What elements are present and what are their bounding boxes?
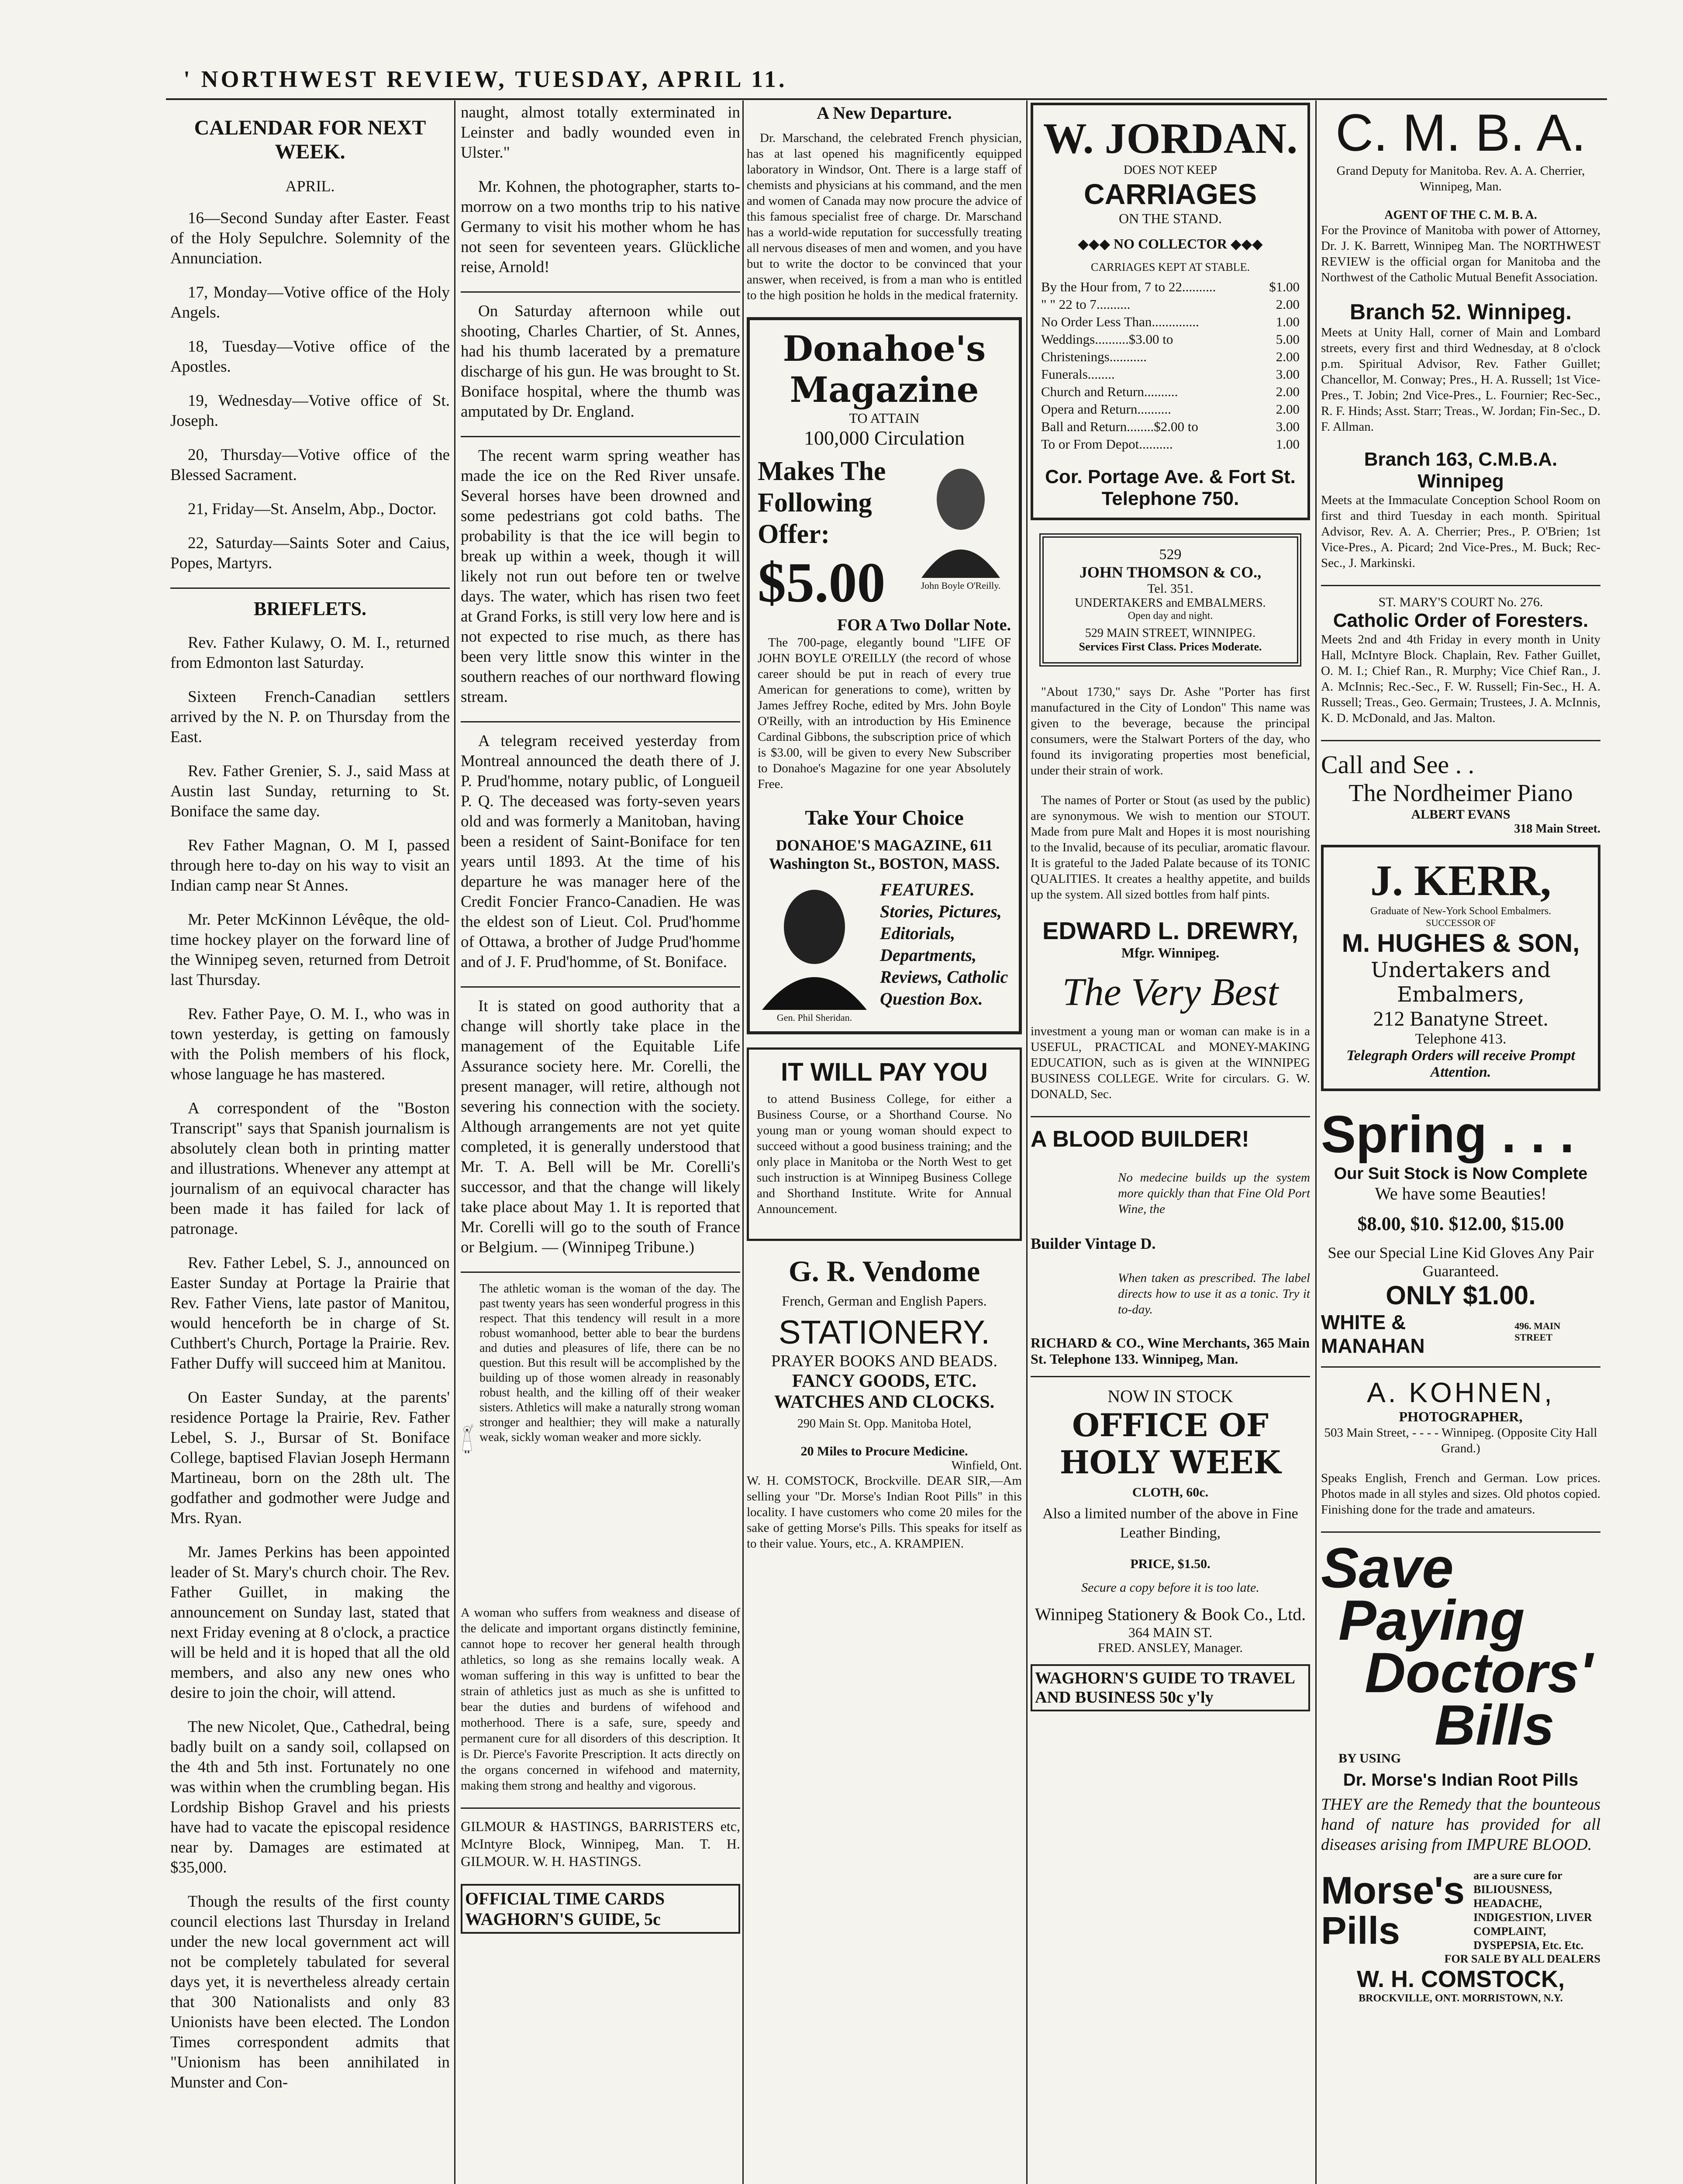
blood-text: No medecine builds up the system more quickly than that Fine Old Port Wine, the xyxy=(1118,1171,1310,1216)
rate-row: Opera and Return.......... 2.00 xyxy=(1041,401,1300,417)
winfield: Winfield, Ont. xyxy=(951,1459,1022,1472)
kohnen-name: A. KOHNEN, xyxy=(1367,1377,1555,1408)
waghorn-guide: WAGHORN'S GUIDE TO TRAVEL AND BUSINESS 50c y'ly xyxy=(1031,1664,1310,1711)
thomson-name: JOHN THOMSON & CO., xyxy=(1079,563,1262,581)
vintage-title: Builder Vintage D. xyxy=(1031,1235,1156,1252)
hughes-address: 212 Banatyne Street. xyxy=(1373,1007,1548,1030)
donahoe-price: $5.00 xyxy=(758,551,886,614)
beauties: We have some Beauties! xyxy=(1375,1184,1547,1203)
rate-row: To or From Depot.......... 1.00 xyxy=(1041,436,1300,452)
calendar-item: 22, Saturday—Saints Soter and Caius, Popes, Martyrs. xyxy=(170,534,450,572)
donahoe-circulation: 100,000 Circulation xyxy=(804,427,965,449)
branch-163: Branch 163, C.M.B.A. Winnipeg xyxy=(1364,449,1558,492)
brieflets-title: BRIEFLETS. xyxy=(254,598,366,619)
official-guide: OFFICIAL TIME CARDS WAGHORN'S GUIDE, 5c xyxy=(461,1884,740,1934)
divider xyxy=(1321,740,1600,741)
divider xyxy=(461,1272,740,1273)
vintage-text: When taken as prescribed. The label directs how to use it as a tonic. Try it to-day. xyxy=(1118,1271,1310,1317)
donahoe-for: FOR A Two Dollar Note. xyxy=(837,616,1011,634)
athletic-text: The athletic woman is the woman of the day. The past twenty years has seen wonderful progress in this respect. That this tendency will result in a more robust womanhood, better able to bear the burdens and duties and pleasures of life, there can be no question. But this result will be accomplished by the building up of those women already in reasonably robust health, and the killing off of their weaker sisters. Athletics will make a naturally strong woman stronger and healthier; they will make a naturally weak, sickly woman weaker and more sickly. xyxy=(479,1282,740,1444)
kerr-graduate: Graduate of New-York School Embalmers. xyxy=(1370,905,1552,917)
brieflet: Mr. James Perkins has been appointed leader of St. Mary's church choir. The Rev. Father Guillet, in making the announcement on Sunday last, stated that next Friday evening at 8 o'clock, a practice will be held and it is hoped that all the old members, and also any new ones who desire to join the choir, will attend. xyxy=(170,1543,450,1702)
very-best: The Very Best xyxy=(1062,971,1279,1014)
thomson-sub: UNDERTAKERS and EMBALMERS. xyxy=(1075,596,1266,610)
column-rule xyxy=(1026,100,1028,2184)
divider xyxy=(461,436,740,437)
sheridan-caption: Gen. Phil Sheridan. xyxy=(776,1012,852,1023)
athletic-ad xyxy=(461,1282,740,1596)
cloth-price: CLOTH, 60c. xyxy=(1132,1485,1209,1500)
calendar-item: 16—Second Sunday after Easter. Feast of the Holy Sepulchre. Solemnity of the Annunciation. xyxy=(170,209,450,267)
calendar-item: 21, Friday—St. Anselm, Abp., Doctor. xyxy=(188,500,437,518)
vendome-sub: French, German and English Papers. xyxy=(782,1293,987,1309)
comstock-letter: W. H. COMSTOCK, Brockville. DEAR SIR,—Am selling your "Dr. Morse's Indian Root Pills" in this locality. I have customers who come 20 miles for the sake of getting Morse's Pills. This speaks for itself as to their value. Yours, etc., A. KRAMPIEN. xyxy=(747,1474,1022,1551)
rate-row: " " 22 to 7.......... 2.00 xyxy=(1041,297,1300,312)
miles-title: 20 Miles to Procure Medicine. xyxy=(800,1444,968,1458)
porter-text: The names of Porter or Stout (as used by the public) are synonymous. We wish to mention our STOUT. Made from pure Malt and Hopes it is most nourishing to the Invalid, because of its peculiar, aromatic flavour. It is grateful to the Jaded Palate because of its TONIC QUALITIES. It creates a healthy appetite, and builds up the system. All sized bottles from half pints. xyxy=(1031,793,1310,902)
hughes-tel: Telephone 413. xyxy=(1415,1031,1507,1047)
donahoe-offer: The 700-page, elegantly bound "LIFE OF JOHN BOYLE O'REILLY (the record of whose career should be put in reach of every true American for generations to come), written by James Jeffrey Roche, edited by Mrs. John Boyle O'Reilly, with an introduction by His Eminence Cardinal Gibbons, the subscription price of which is $3.00, will be given to every New Subscriber to Donahoe's Magazine for one year Absolutely Free. xyxy=(758,636,1011,791)
divider xyxy=(170,587,450,589)
column-1 xyxy=(170,103,450,2184)
foresters-text: Meets 2nd and 4th Friday in every month in Unity Hall, McIntyre Block. Chaplain, Rev. Father Guillet, O. M. I.; Chief Ran., R. Murphy; Vice Chief Ran., J. A. McInnis; Rec.-Sec., F. W. Russell; Fin-Sec., H. A. Russell; Treas., Geo. Germain; Trustees, J. A. McInnis, K. D. McDonald, and Jas. Malton. xyxy=(1321,632,1600,725)
rate-row: Ball and Return........$2.00 to 3.00 xyxy=(1041,419,1300,434)
drewry-title: EDWARD L. DREWRY, xyxy=(1042,917,1298,944)
pay-text: to attend Business College, for either a Business Course, or a Shorthand Course. No young man or young woman should expect to succeed without a good business training; and the only place in Manitoba or the North West to get such instruction is at Winnipeg Business College and Shorthand Institute. Write for Annual Announcement. xyxy=(757,1092,1012,1216)
rate-row: Church and Return.......... 2.00 xyxy=(1041,384,1300,399)
jordan-ad xyxy=(1031,103,1310,520)
vendome-title: G. R. Vendome xyxy=(788,1254,980,1288)
calendar-item: 18, Tuesday—Votive office of the Apostles. xyxy=(170,338,450,376)
winnipeg-address: 364 MAIN ST. xyxy=(1128,1624,1213,1640)
calendar-item: 20, Thursday—Votive office of the Blessed Sacrament. xyxy=(170,446,450,484)
stationery: STATIONERY. xyxy=(778,1314,990,1351)
kept: CARRIAGES KEPT AT STABLE. xyxy=(1091,261,1250,273)
comstock-name: W. H. COMSTOCK, xyxy=(1356,1966,1565,1992)
thomson-number: 529 xyxy=(1159,546,1182,563)
rate-row: No Order Less Than.............. 1.00 xyxy=(1041,314,1300,329)
divider xyxy=(1321,1531,1600,1533)
pay-title: IT WILL PAY YOU xyxy=(781,1058,988,1086)
donahoe-makes: Makes The Following Offer: xyxy=(758,456,886,549)
no-collector: ◆◆◆ NO COLLECTOR ◆◆◆ xyxy=(1078,236,1263,252)
thomson-ad xyxy=(1039,533,1301,667)
calendar-item: 17, Monday—Votive office of the Holy Angels. xyxy=(170,283,450,321)
article: Mr. Kohnen, the photographer, starts to-morrow on a two months trip to his native Germany to visit his mother whom he has not seen for seventeen years. Glückliche reise, Arnold! xyxy=(461,178,740,276)
jordan-title: W. JORDAN. xyxy=(1043,114,1298,162)
brieflet: On Easter Sunday, at the parents' residence Portage la Prairie, Rev. Father Lebel, S. J., Bursar of St. Boniface College, baptised Flavian Joseph Hermann Martineau, born on the 28th ult. The godfather and godmother were Judge and Mrs. Ryan. xyxy=(170,1389,450,1527)
divider xyxy=(461,721,740,722)
thomson-address: 529 MAIN STREET, WINNIPEG. xyxy=(1085,626,1256,640)
departure-text: Dr. Marschand, the celebrated French physician, has at last opened his magnificently equipped laboratory in Windsor, Ont. There is a large staff of chemists and physicians at his command, and the men and women of Canada may now procure the advice of this famous specialist free of charge. Dr. Marschand has a world-wide reputation for successfully treating all nervous diseases of men and women, and you have but to write the doctor to be convinced that your answer, when received, is from a man who is entitled to the high position he holds in the medical fraternity. xyxy=(747,131,1022,302)
kohnen-sub: PHOTOGRAPHER, xyxy=(1399,1409,1523,1424)
divider xyxy=(1321,585,1600,586)
column-4 xyxy=(1031,103,1310,2184)
doctors-word: Doctors' xyxy=(1365,1641,1593,1704)
article: The recent warm spring weather has made the ice on the Red River unsafe. Several horses have been drowned and some pedestrians got cold baths. The probability is that the ice will begin to break up within a week, though it will likely not run out before ten or twelve days. The water, which has risen two feet at Grand Forks, is still very low here and is not expected to rise much, as there has been very little snow this winter in the southern reaches of our northward flowing stream. xyxy=(461,447,740,706)
branch-163-text: Meets at the Immaculate Conception School Room on first and third Tuesday in each month. Spiritual Advisor, Rev. A. A. Cherrier; Pres., P. O'Brien; 1st Vice-Pres., A. Picard; 2nd Vice-Pres., M. Buck; Rec-Sec., J. Markinski. xyxy=(1321,493,1600,570)
donahoe-choice: Take Your Choice xyxy=(805,806,964,829)
morse-title: Dr. Morse's Indian Root Pills xyxy=(1343,1770,1579,1790)
rate-row: Weddings..........$3.00 to 5.00 xyxy=(1041,332,1300,347)
spring-title: Spring . . . xyxy=(1321,1105,1575,1164)
drewry-sub: Mfgr. Winnipeg. xyxy=(1121,945,1220,961)
divider xyxy=(461,291,740,293)
cmba-agent-text: For the Province of Manitoba with power of Attorney, Dr. J. K. Barrett, Winnipeg Man. The NORTHWEST REVIEW is the official organ for Manitoba and the Northwest of the Catholic Mutual Benefit Association. xyxy=(1321,223,1600,284)
save-word: Save xyxy=(1321,1536,1454,1600)
remedy-text: THEY are the Remedy that the bounteous hand of nature has provided for all diseases arising from IMPURE BLOOD. xyxy=(1321,1795,1600,1854)
column-5 xyxy=(1321,103,1600,2184)
ansley: FRED. ANSLEY, Manager. xyxy=(1098,1641,1243,1655)
column-rule xyxy=(742,100,744,2184)
cmba-agent: AGENT OF THE C. M. B. A. xyxy=(1384,208,1537,222)
leather-price: PRICE, $1.50. xyxy=(1130,1557,1211,1571)
holy-week: OFFICE OF HOLY WEEK xyxy=(1059,1406,1281,1481)
branch-52: Branch 52. Winnipeg. xyxy=(1350,300,1572,324)
calendar-item: 19, Wednesday—Votive office of St. Joseph. xyxy=(170,392,450,430)
brieflet: The new Nicolet, Que., Cathedral, being badly built on a sandy soil, collapsed on the 4th and 5th inst. Fortunately no one was within when the crumbling began. His Lordship Bishop Gravel and his priests have had to vacate the episcopal residence near by. Damages are estimated at $35,000. xyxy=(170,1718,450,1876)
brieflet: Rev Father Magnan, O. M I, passed through here to-day on his way to visit an Indian camp near St Annes. xyxy=(170,836,450,895)
hughes-name: M. HUGHES & SON, xyxy=(1342,929,1580,957)
on-stand: ON THE STAND. xyxy=(1119,211,1222,226)
st-mary-court: ST. MARY'S COURT No. 276. xyxy=(1378,595,1543,609)
rate-row: Funerals........ 3.00 xyxy=(1041,366,1300,382)
woman-illustration xyxy=(461,1282,473,1596)
brieflet: Rev. Father Grenier, S. J., said Mass at Austin last Sunday, returning to St. Boniface the same day. xyxy=(170,762,450,820)
brieflet: Though the results of the first county council elections last Thursday in Ireland under the new local government act will not be completely tabulated for several days yet, it is nevertheless already certain that 300 Nationalists and only 83 Unionists have been elected. The London Times correspondent admits that "Unionism has been annihilated in Munster and Con- xyxy=(170,1893,450,2091)
donahoe-features: FEATURES. Stories, Pictures, Editorials, Departments, Reviews, Catholic Question Box. xyxy=(880,880,1008,1009)
porter-text: "About 1730," says Dr. Ashe "Porter has first manufactured in the City of London" This name was given to the beverage, because the principal consumers, were the Stalwart Porters of the day, who found its invigorating properties most beneficial, under their strain of work. xyxy=(1031,685,1310,778)
hughes-sub: Undertakers and Embalmers, xyxy=(1371,958,1551,1007)
watches: WATCHES AND CLOCKS. xyxy=(774,1392,995,1412)
donahoe-ad xyxy=(747,317,1022,1034)
business-college-ad xyxy=(747,1047,1022,1241)
richard-card: RICHARD & CO., Wine Merchants, 365 Main St. Telephone 133. Winnipeg, Man. xyxy=(1031,1335,1310,1367)
foresters: Catholic Order of Foresters. xyxy=(1333,610,1589,631)
thomson-open: Open day and night. xyxy=(1128,610,1213,622)
divider xyxy=(1031,1116,1310,1117)
winnipeg-stationery: Winnipeg Stationery & Book Co., Ltd. xyxy=(1035,1604,1306,1624)
column-rule xyxy=(454,100,455,2184)
kohnen-address: 503 Main Street, - - - - Winnipeg. (Opposite City Hall Grand.) xyxy=(1324,1426,1597,1455)
brieflet: Mr. Peter McKinnon Lévêque, the old-time hockey player on the forward line of the Winnipeg seven, returned from Detroit last Thursday. xyxy=(170,911,450,989)
only-price: ONLY $1.00. xyxy=(1386,1281,1536,1310)
jordan-corner: Cor. Portage Ave. & Fort St. xyxy=(1045,466,1296,487)
header-rule xyxy=(166,98,1607,100)
kohnen-text: Speaks English, French and German. Low prices. Photos made in all styles and sizes. Old photos copied. Finishing done for the trade and amateurs. xyxy=(1321,1471,1600,1517)
sheridan-portrait xyxy=(758,879,871,1010)
donahoe-attain: TO ATTAIN xyxy=(849,410,920,426)
rate-row: Christenings........... 2.00 xyxy=(1041,349,1300,364)
jordan-phone: Telephone 750. xyxy=(1101,488,1239,509)
divider xyxy=(1321,1366,1600,1368)
brieflet: A correspondent of the "Boston Transcript" says that Spanish journalism is absolutely clean both in printing matter and illustrations. Whenever any attempt at journalism of an equivocal character has been made it has failed for lack of patronage. xyxy=(170,1099,450,1238)
prayer-books: PRAYER BOOKS AND BEADS. xyxy=(771,1352,998,1370)
column-2 xyxy=(461,103,740,2184)
brieflet: Rev. Father Paye, O. M. I., who was in town yesterday, is getting on famously with the Polish members of his flock, whose language he has mastered. xyxy=(170,1005,450,1083)
kerr-successor: SUCCESSOR OF xyxy=(1426,917,1496,928)
brieflet: Rev. Father Kulawy, O. M. I., returned from Edmonton last Saturday. xyxy=(170,634,450,672)
by-using: BY USING xyxy=(1338,1751,1401,1766)
call-see: Call and See . . xyxy=(1321,750,1475,779)
kerr-ad xyxy=(1321,845,1600,1091)
brieflet: Sixteen French-Canadian settlers arrived by the N. P. on Thursday from the East. xyxy=(170,688,450,746)
article: A telegram received yesterday from Montreal announced the death there of J. P. Prud'homme, notary public, of Longueil P. Q. The deceased was forty-seven years old and was formerly a Manitoban, having been a resident of Saint-Boniface for ten years until 1893. At the time of his departure he was manager here of the Credit Foncier Franco-Canadien. He was the eldest son of Lieut. Col. Prud'homme of Ottawa, a brother of Judge Prud'homme and of J. F. Prud'homme, of St. Boniface. xyxy=(461,732,740,971)
secure-copy: Secure a copy before it is too late. xyxy=(1081,1580,1259,1595)
divider xyxy=(461,1807,740,1809)
morses-pills: Morse's Pills xyxy=(1321,1869,1465,1952)
cmba-title: C. M. B. A. xyxy=(1335,104,1586,162)
white-manahan: WHITE & MANAHAN xyxy=(1321,1311,1425,1357)
column-rule xyxy=(1315,100,1317,2184)
vendome-address: 290 Main St. Opp. Manitoba Hotel, xyxy=(797,1417,972,1431)
white-address: 496. MAIN STREET xyxy=(1514,1320,1561,1343)
now-in-stock: NOW IN STOCK xyxy=(1107,1386,1233,1406)
column-3 xyxy=(747,103,1022,2184)
kerr-name: J. KERR, xyxy=(1370,856,1551,905)
invest-text: investment a young man or woman can make is in a USEFUL, PRACTICAL and MONEY-MAKING EDUCATION, such as is given at the WINNIPEG BUSINESS COLLEGE. Write for circulars. G. W. DONALD, Sec. xyxy=(1031,1024,1310,1101)
blood-builder: A BLOOD BUILDER! xyxy=(1031,1127,1249,1152)
calendar-title: CALENDAR FOR NEXT WEEK. xyxy=(194,116,426,163)
donahoe-address: DONAHOE'S MAGAZINE, 611 Washington St., BOSTON, MASS. xyxy=(769,836,1000,872)
portrait-caption: John Boyle O'Reilly. xyxy=(921,580,1001,591)
article: It is stated on good authority that a change will shortly take place in the management of the Equitable Life Assurance society here. Mr. Corelli, the present manager, will retire, although not severing his connection with the society. Although arrangements are not yet quite completed, it is generally understood that Mr. T. A. Bell will be Mr. Corelli's successor, and that the change will likely take place about May 1. It is reported that Mr. Corelli will go to the south of France or Belgium. — (Winnipeg Tribune.) xyxy=(461,997,740,1256)
cmba-grand: Grand Deputy for Manitoba. Rev. A. A. Cherrier, Winnipeg, Man. xyxy=(1336,164,1585,194)
albert-evans: ALBERT EVANS xyxy=(1411,807,1511,822)
suit-prices: $8.00, $10. $12.00, $15.00 xyxy=(1357,1213,1564,1234)
thomson-services: Services First Class. Prices Moderate. xyxy=(1079,640,1262,653)
rate-row: By the Hour from, 7 to 22.......... $1.00 xyxy=(1041,279,1300,294)
departure-title: A New Departure. xyxy=(817,103,952,123)
divider xyxy=(1031,1376,1310,1377)
suit-stock: Our Suit Stock is Now Complete xyxy=(1334,1165,1588,1183)
fancy-goods: FANCY GOODS, ETC. xyxy=(792,1371,977,1391)
paying-word: Paying xyxy=(1338,1588,1525,1652)
morses-text: are a sure cure for BILIOUSNESS, HEADACHE, INDIGESTION, LIVER COMPLAINT, DYSPEPSIA, Etc. Etc. xyxy=(1473,1869,1592,1952)
article: On Saturday afternoon while out shooting, Charles Chartier, of St. Annes, had his thumb lacerated by a premature discharge of his gun. He was brought to St. Boniface hospital, where the thumb was amputated by Dr. England. xyxy=(461,302,740,421)
branch-52-text: Meets at Unity Hall, corner of Main and Lombard streets, every first and third Wednesday, at 8 o'clock p.m. Spiritual Advisor, Rev. Father Guillet; Chancellor, M. Conway; Pres., H. A. Russell; 1st Vice-Pres., T. Jobin; 2nd Vice-Pres., L. Fournier; Rec-Sec., R. F. Hinds; Asst. Starr; Treas., W. Jordan; Fin-Sec., D. F. Allman. xyxy=(1321,325,1600,434)
divider xyxy=(461,986,740,988)
limited: Also a limited number of the above in Fine Leather Binding, xyxy=(1042,1506,1298,1541)
not-keep: DOES NOT KEEP xyxy=(1123,163,1217,177)
calendar-month: APRIL. xyxy=(285,177,335,195)
thomson-tel: Tel. 351. xyxy=(1147,581,1193,596)
for-sale: FOR SALE BY ALL DEALERS xyxy=(1444,1952,1600,1965)
gloves: See our Special Line Kid Gloves Any Pair Guaranteed. xyxy=(1328,1244,1594,1280)
hughes-telegraph: Telegraph Orders will receive Prompt Attention. xyxy=(1346,1047,1575,1080)
gilmour-card: GILMOUR & HASTINGS, BARRISTERS etc, McIntyre Block, Winnipeg, Man. T. H. GILMOUR. W. H. HASTINGS. xyxy=(461,1818,740,1869)
comstock-location: BROCKVILLE, ONT. MORRISTOWN, N.Y. xyxy=(1359,1993,1563,2004)
evans-address: 318 Main Street. xyxy=(1514,822,1600,836)
pierce-ad: A woman who suffers from weakness and disease of the delicate and important organs distinctly feminine, cannot hope to recover her general health through athletics, so long as she remains locally weak. A woman suffering in this way is unfitted to bear the strain of athletics just as much as she is unfitted to bear the duties and burdens of wifehood and motherhood. There is a safe, sure, speedy and permanent cure for all disorders of this description. It is Dr. Pierce's Favorite Prescription. It acts directly on the organs concerned in wifehood and maternity, making them strong and healthy and vigorous. xyxy=(461,1606,740,1793)
nordheimer-piano: The Nordheimer Piano xyxy=(1348,780,1573,807)
bills-word: Bills xyxy=(1435,1693,1555,1757)
oreilly-portrait xyxy=(913,456,1009,578)
brieflet: Rev. Father Lebel, S. J., announced on Easter Sunday at Portage la Prairie that Rev. Father Viens, late pastor of Manitou, would henceforth be in charge of St. Cuthbert's Church, Portage la Prairie. Rev. Father Duffy will succeed him at Manitou. xyxy=(170,1254,450,1372)
donahoe-title: Donahoe's Magazine xyxy=(783,328,986,410)
page-header: ' NORTHWEST REVIEW, TUESDAY, APRIL 11. xyxy=(183,66,787,92)
article: naught, almost totally exterminated in Leinster and badly wounded even in Ulster." xyxy=(461,104,740,162)
carriages: CARRIAGES xyxy=(1083,178,1257,210)
